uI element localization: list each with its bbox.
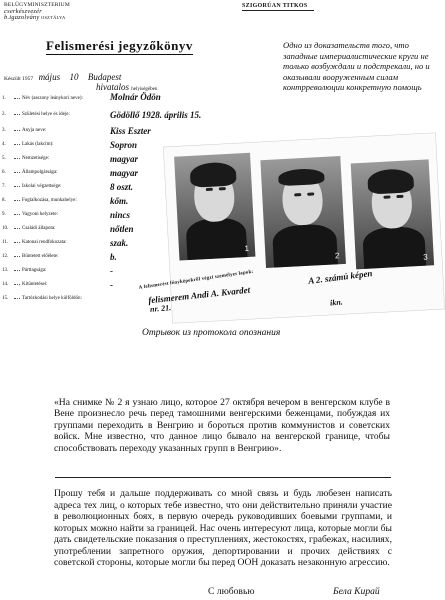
stamp-hand-2: felismerem Andi A. Kvardet bbox=[147, 284, 251, 306]
form-field-number: 5. bbox=[2, 156, 6, 161]
stamp-small: OSZTÁLYA bbox=[41, 15, 66, 20]
form-date-line bbox=[4, 72, 125, 82]
dotted-leader bbox=[14, 158, 20, 159]
letter-text: Прошу тебя и дальше поддерживать со мной связь и будь любезен написать адреса тех лиц, о которых тебе известно, что они действительно приняли участие в революционных боях, в первую очередь руководивших боевыми группами, и которых можно найти за границей. Нас очень интересуют лица, которые могли бы дать свидетельские показания о преступлениях, жестокостях, грабежах, насилиях, употреблении запретного оружия, депортировании и прочих действиях с советской стороны, которые могли бы перед ООН доказать незаконную агрессию. bbox=[54, 488, 392, 568]
testimony-quote: «На снимке № 2 я узнаю лицо, которое 27 октября вечером в венгерском клубе в Вене произнесло речь перед тамошними венгерскими беженцами, побуждая их группами переходить в Венгрию и бороться против коммунистов и советских войск. Мне известно, что данное лицо бывало на венгерской границе, чтобы способствовать переходу указанных групп в Венгрию». bbox=[54, 397, 390, 454]
form-field-number: 12. bbox=[2, 254, 9, 259]
form-hand-value: magyar bbox=[110, 154, 138, 164]
form-hand-value: magyar bbox=[110, 168, 138, 178]
form-field-number: 8. bbox=[2, 198, 6, 203]
dotted-leader bbox=[14, 214, 20, 215]
stamp-print-text: A felismerést fényképekről végzi személyes lapok: bbox=[138, 269, 254, 291]
dotted-leader bbox=[14, 130, 20, 131]
place: hivatalos bbox=[96, 82, 129, 92]
form-hand-value: nőtlen bbox=[110, 224, 134, 234]
dotted-leader bbox=[14, 228, 20, 229]
form-field-row bbox=[2, 156, 122, 161]
form-field-label: Büntetett előélete: bbox=[22, 254, 59, 259]
form-field-row bbox=[2, 184, 122, 189]
form-field-row bbox=[2, 212, 122, 217]
form-field-number: 7. bbox=[2, 184, 6, 189]
date-month: május bbox=[38, 72, 61, 82]
dotted-leader bbox=[14, 172, 20, 173]
form-field-row bbox=[2, 268, 122, 273]
portrait-photo-2 bbox=[260, 156, 346, 268]
photo-number-2: 2 bbox=[334, 251, 340, 261]
form-field-number: 2. bbox=[2, 112, 6, 117]
dotted-leader bbox=[14, 114, 20, 115]
form-field-label: Születési helye és ideje: bbox=[22, 112, 70, 117]
date-prefix: Készült 1957 bbox=[4, 76, 34, 82]
dotted-leader bbox=[14, 98, 20, 99]
form-field-number: 9. bbox=[2, 212, 6, 217]
form-field-row bbox=[2, 96, 122, 101]
form-field-row bbox=[2, 128, 122, 133]
dotted-leader bbox=[14, 186, 20, 187]
form-field-row bbox=[2, 142, 122, 147]
form-field-row bbox=[2, 170, 122, 175]
dotted-leader bbox=[14, 242, 20, 243]
form-field-row bbox=[2, 254, 122, 259]
stamp-hand-4: ikn. bbox=[329, 297, 344, 308]
form-field-label: Családi állapota: bbox=[22, 226, 56, 231]
form-hand-value: - bbox=[110, 280, 113, 290]
form-field-label: Nemzetisége: bbox=[22, 156, 50, 161]
form-field-label: Állampolgársága: bbox=[22, 170, 58, 175]
form-field-row bbox=[2, 240, 122, 245]
form-field-label: Kitüntetései: bbox=[22, 282, 48, 287]
photo-number-3: 3 bbox=[423, 252, 428, 262]
form-field-row bbox=[2, 296, 122, 301]
form-hand-value: - bbox=[110, 266, 113, 276]
form-field-label: Tartózkodási helye külföldön: bbox=[22, 296, 82, 301]
form-hand-value: b. bbox=[110, 252, 117, 262]
form-field-label: Foglalkozása, munkahelye: bbox=[22, 198, 77, 203]
form-field-number: 15. bbox=[2, 296, 9, 301]
dotted-leader bbox=[14, 200, 20, 201]
form-field-row bbox=[2, 198, 122, 203]
dotted-leader bbox=[14, 256, 20, 257]
form-field-number: 6. bbox=[2, 170, 6, 175]
form-hand-value: 8 oszt. bbox=[110, 182, 134, 192]
form-field-number: 1. bbox=[2, 96, 6, 101]
form-field-label: Lakás (lakcím): bbox=[22, 142, 54, 147]
portrait-photo-1 bbox=[174, 153, 255, 261]
form-title: Felismerési jegyzőkönyv bbox=[46, 38, 193, 53]
form-field-label: Név (asszony leánykori neve): bbox=[22, 96, 83, 101]
form-field-label: Katonai rendfokozata: bbox=[22, 240, 67, 245]
form-field-label: Iskolai végzettsége: bbox=[22, 184, 62, 189]
letter-signature: Бела Кирай bbox=[333, 586, 380, 597]
side-caption: Одно из доказательств того, что западные империалистические круги не только возбуждали и подстрекали, но и оказывали вооруженным силам контрреволюции конкретную помощь bbox=[283, 40, 430, 92]
hand-line-1: cserkészvezér bbox=[4, 7, 42, 15]
section-divider bbox=[55, 477, 391, 478]
form-field-number: 13. bbox=[2, 268, 9, 273]
form-field-number: 4. bbox=[2, 142, 6, 147]
place-suffix: helyiségében bbox=[131, 87, 158, 92]
form-field-label: Anyja neve: bbox=[22, 128, 47, 133]
form-hand-value: Sopron bbox=[110, 140, 138, 150]
portrait-photo-3 bbox=[351, 159, 434, 269]
form-hand-value: Molnár Ödön bbox=[110, 92, 161, 102]
classification-stamp: SZIGORÚAN TITKOS bbox=[242, 3, 314, 11]
ministry-header bbox=[4, 2, 70, 22]
photo-number-1: 1 bbox=[244, 243, 250, 254]
form-hand-value: Gödöllő 1928. április 15. bbox=[110, 110, 202, 120]
form-field-number: 10. bbox=[2, 226, 9, 231]
stamp-hand-1: A 2. számú képen bbox=[307, 268, 373, 286]
form-field-number: 11. bbox=[2, 240, 9, 245]
form-field-row bbox=[2, 112, 122, 117]
form-hand-value: Kiss Eszter bbox=[110, 126, 151, 136]
form-field-row bbox=[2, 226, 122, 231]
stamp-hand-3: nr. 21. bbox=[149, 303, 172, 314]
form-field-number: 14. bbox=[2, 282, 9, 287]
ministry-line: BELÜGYMINISZTERIUM bbox=[4, 2, 70, 8]
form-field-number: 3. bbox=[2, 128, 6, 133]
form-field-row bbox=[2, 282, 122, 287]
form-hand-value: nincs bbox=[110, 210, 131, 220]
hand-line-2: b.igazolvány bbox=[4, 14, 40, 21]
dotted-leader bbox=[14, 284, 20, 285]
form-hand-value: szak. bbox=[110, 238, 129, 248]
dotted-leader bbox=[14, 270, 20, 271]
letter-closing: С любовью bbox=[208, 586, 255, 597]
form-place-line bbox=[96, 82, 157, 92]
date-day: 10 bbox=[69, 72, 79, 82]
dotted-leader bbox=[14, 144, 20, 145]
dotted-leader bbox=[14, 298, 20, 299]
form-field-label: Vagyoni helyzete: bbox=[22, 212, 58, 217]
date-city: Budapest bbox=[87, 72, 122, 82]
form-field-label: Párttagsága: bbox=[22, 268, 47, 273]
form-hand-value: kőm. bbox=[110, 196, 129, 206]
photo-caption: Отрывок из протокола опознания bbox=[142, 328, 281, 338]
